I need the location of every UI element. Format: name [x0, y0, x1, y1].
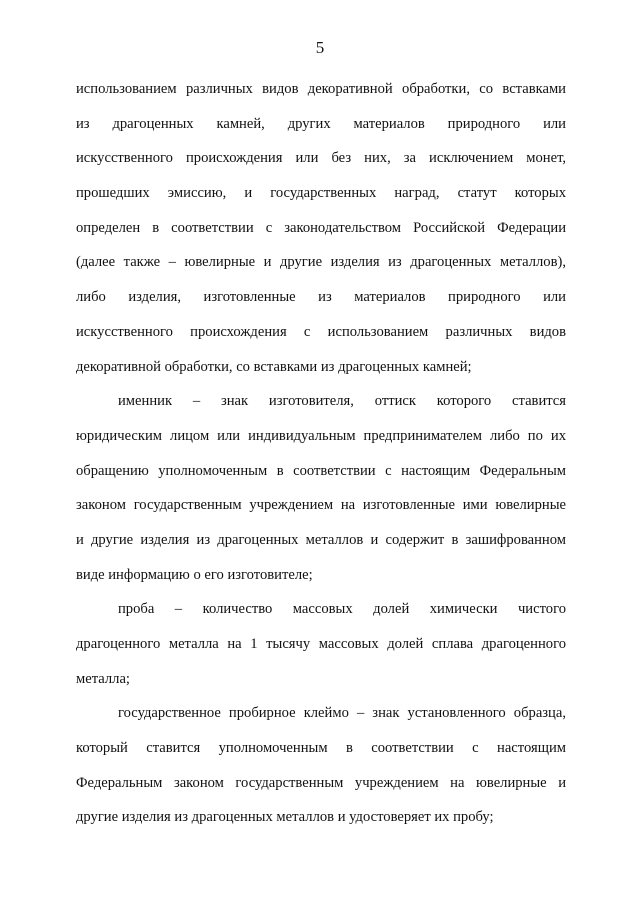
text-line: законом государственным учреждением на изготовленные ими ювелирные — [76, 497, 566, 514]
text-line: (далее также – ювелирные и другие изделия из драгоценных металлов), — [76, 254, 566, 271]
text-line: прошедших эмиссию, и государственных наград, статут которых — [76, 185, 566, 202]
text-line: проба – количество массовых долей химически чистого — [118, 601, 566, 618]
text-line: искусственного происхождения с использованием различных видов — [76, 323, 566, 340]
text-line: искусственного происхождения или без них, за исключением монет, — [76, 150, 566, 167]
text-line: драгоценного металла на 1 тысячу массовых долей сплава драгоценного — [76, 636, 566, 652]
text-line: из драгоценных камней, других материалов природного или — [76, 115, 566, 132]
text-line: государственное пробирное клеймо – знак установленного образца, — [118, 705, 566, 722]
text-line: юридическим лицом или индивидуальным предпринимателем либо по их — [76, 427, 566, 444]
text-line: металла; — [76, 670, 130, 687]
text-line: либо изделия, изготовленные из материалов природного или — [76, 289, 566, 306]
text-line: использованием различных видов декоративной обработки, со вставками — [76, 81, 566, 97]
text-line: другие изделия из драгоценных металлов и удостоверяет их пробу; — [76, 809, 494, 826]
text-line: именник – знак изготовителя, оттиск которого ставится — [118, 393, 566, 410]
page-number: 5 — [315, 38, 325, 57]
text-line: и другие изделия из драгоценных металлов и содержит в зашифрованном — [76, 531, 566, 548]
text-line: обращению уполномоченным в соответствии с настоящим Федеральным — [76, 462, 566, 479]
text-line: виде информацию о его изготовителе; — [76, 566, 313, 583]
text-line: который ставится уполномоченным в соответствии с настоящим — [76, 740, 566, 757]
text-line: Федеральным законом государственным учреждением на ювелирные и — [76, 774, 566, 791]
text-line: декоративной обработки, со вставками из драгоценных камней; — [76, 358, 472, 375]
document-body — [76, 72, 566, 835]
text-line: определен в соответствии с законодательством Российской Федерации — [76, 219, 566, 236]
